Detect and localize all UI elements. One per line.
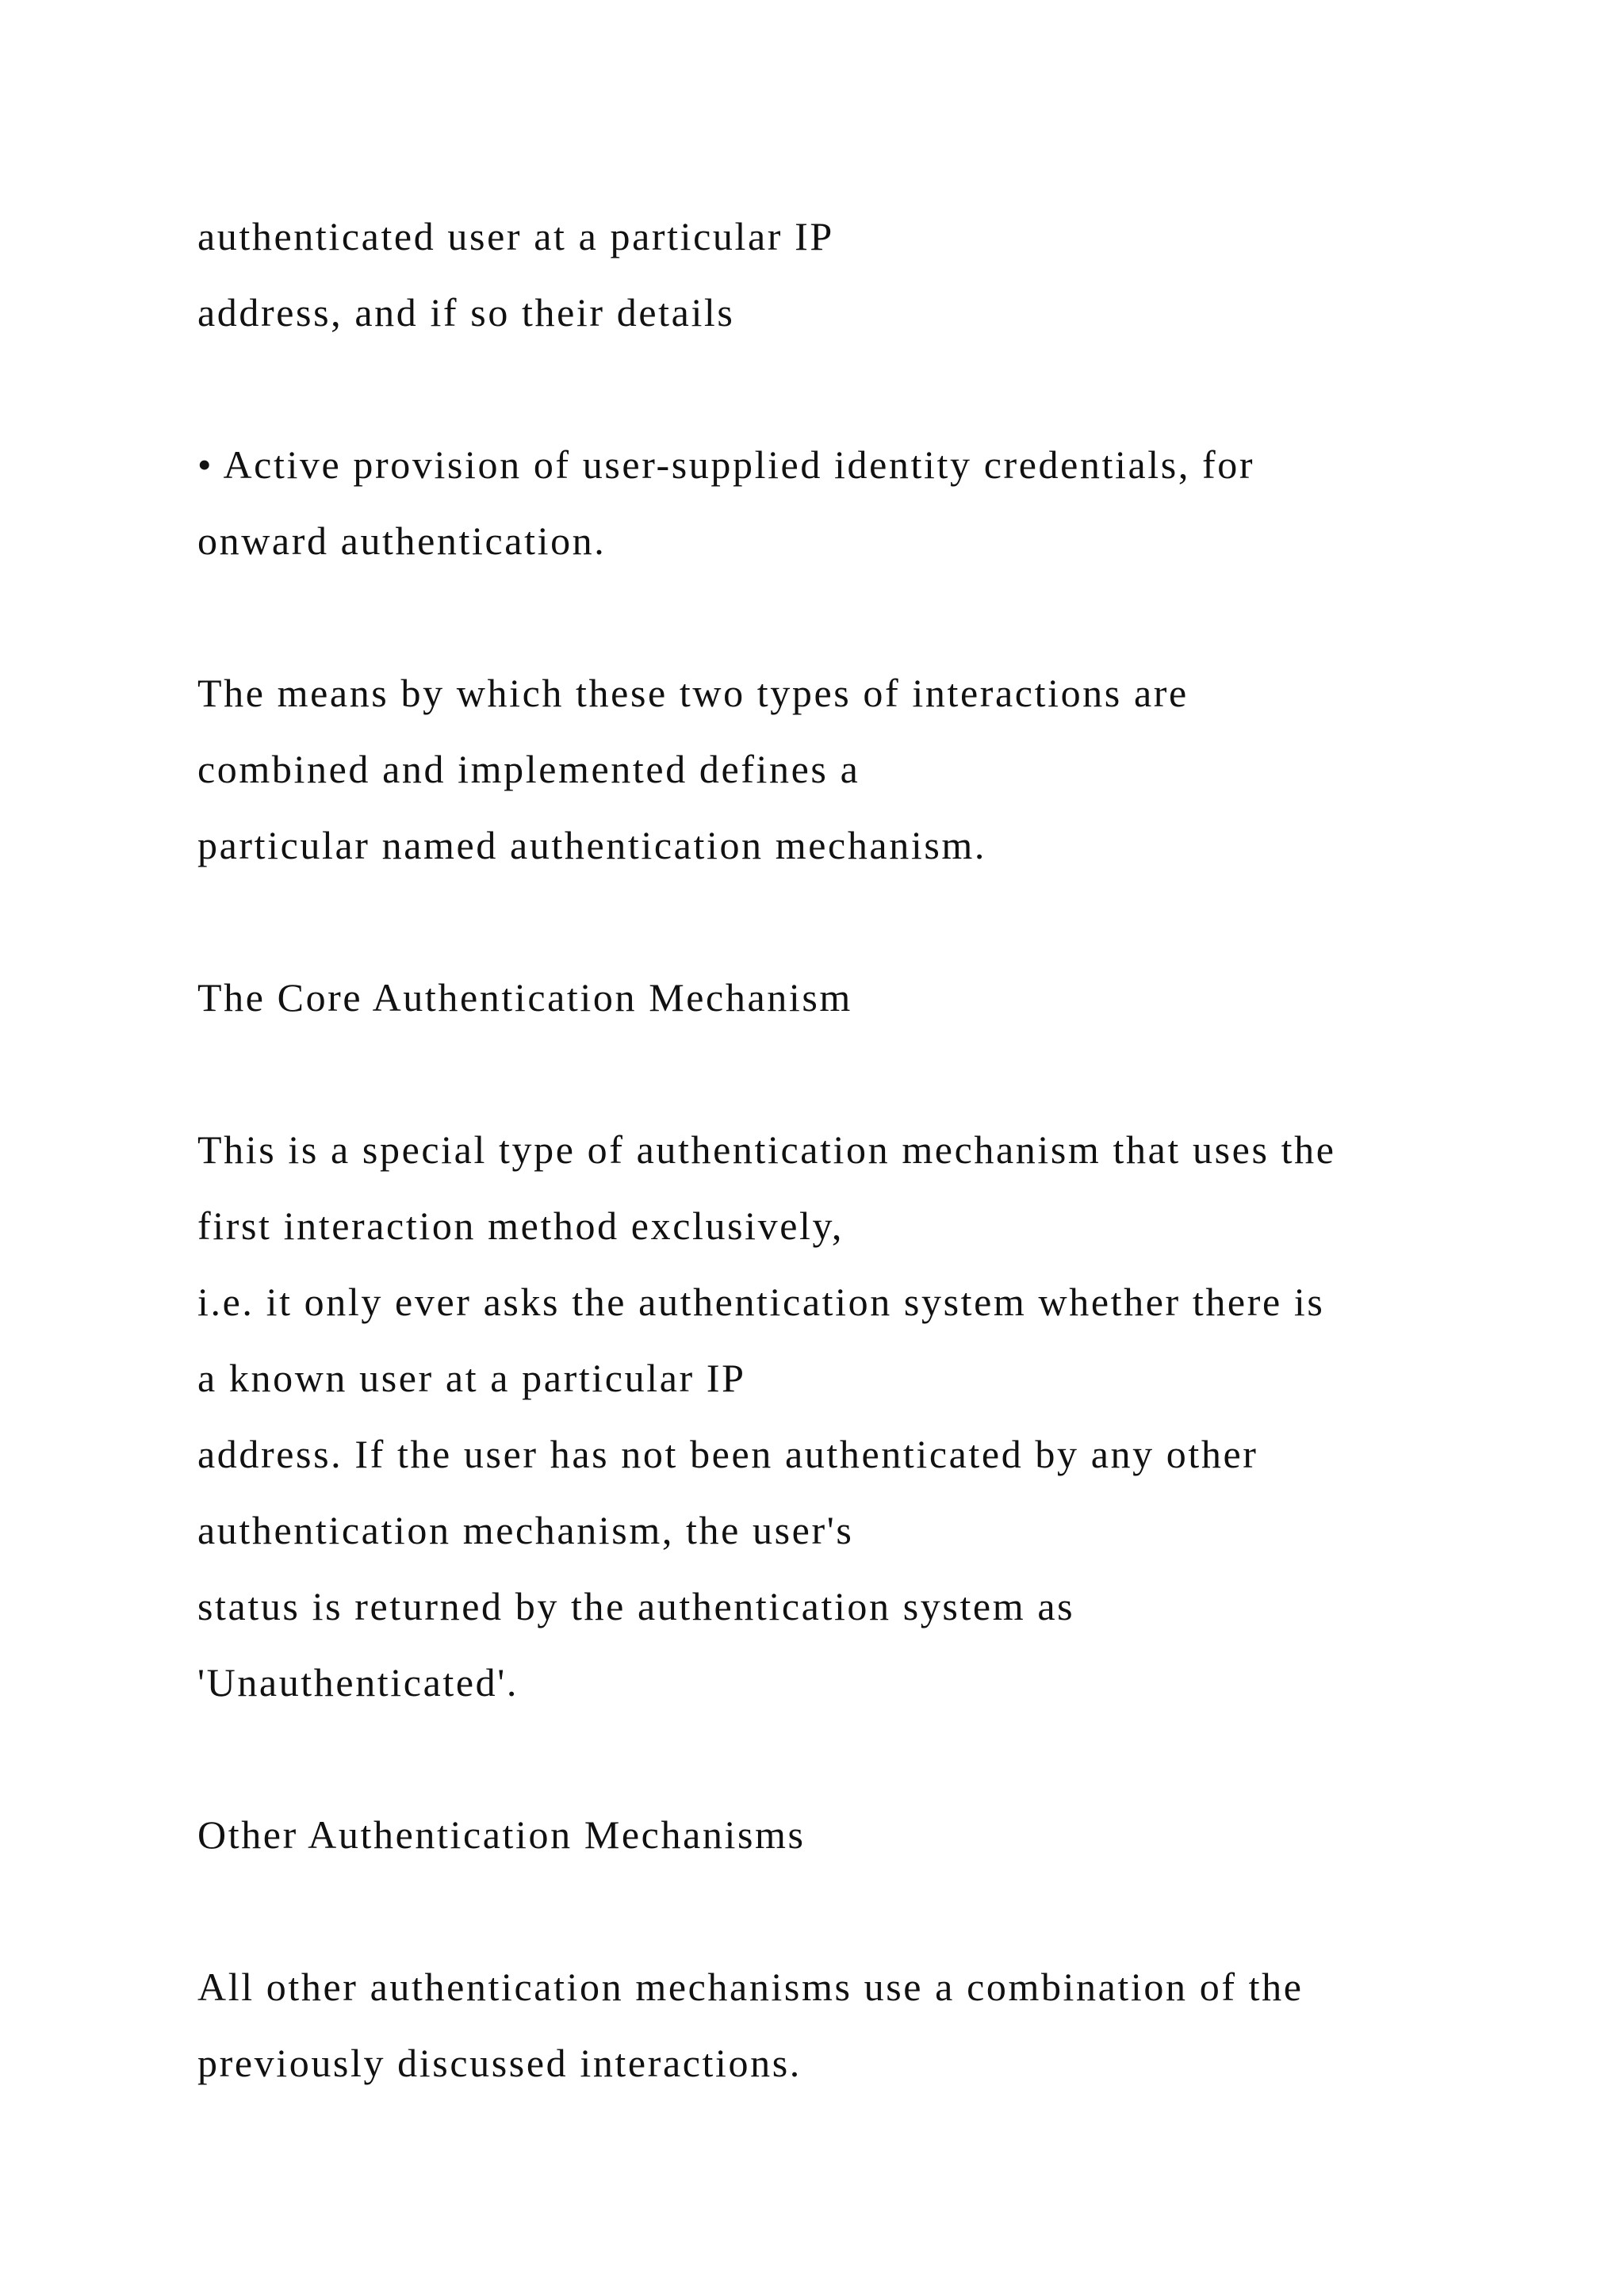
body-line: The means by which these two types of interactions are [197,671,1189,715]
paragraph-gap [197,1720,1506,1797]
body-line: All other authentication mechanisms use a combination of the [197,1965,1304,2009]
paragraph-gap [197,1873,1506,1949]
body-line: address. If the user has not been authenticated by any other [197,1432,1258,1476]
body-line: authenticated user at a particular IP [197,214,834,258]
section-heading-other-authentication: Other Authentication Mechanisms [197,1812,806,1857]
body-line: combined and implemented defines a [197,747,860,791]
section-heading-core-authentication: The Core Authentication Mechanism [197,975,852,1020]
body-line: first interaction method exclusively, [197,1203,844,1248]
body-line: This is a special type of authentication mechanism that uses the [197,1127,1336,1172]
paragraph-gap [197,1035,1506,1112]
body-line: status is returned by the authentication system as [197,1584,1075,1628]
body-line: authentication mechanism, the user's [197,1508,854,1552]
body-line: particular named authentication mechanism. [197,823,986,867]
document-body [197,198,1506,2101]
body-line: a known user at a particular IP [197,1356,746,1400]
body-line: previously discussed interactions. [197,2041,802,2085]
bullet-line: • Active provision of user-supplied identity credentials, for [197,442,1255,487]
body-line: address, and if so their details [197,290,735,335]
body-line: onward authentication. [197,519,607,563]
paragraph-gap [197,350,1506,427]
body-line: 'Unauthenticated'. [197,1660,519,1705]
body-line: i.e. it only ever asks the authentication system whether there is [197,1280,1325,1324]
paragraph-gap [197,579,1506,655]
paragraph-gap [197,883,1506,959]
